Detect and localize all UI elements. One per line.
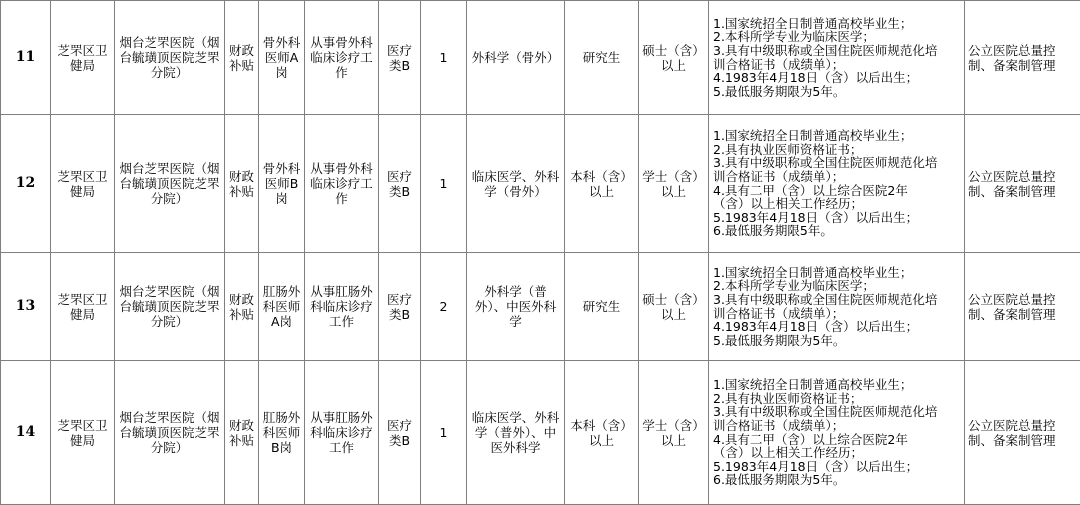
requirement-line: 训合格证书（成绩单）； — [713, 307, 961, 321]
requirement-line: （含）以上相关工作经历； — [713, 446, 961, 460]
hiring-unit-cell: 烟台芝罘医院（烟台毓璜顶医院芝罘分院） — [115, 253, 225, 361]
post-category-cell: 医疗类B — [379, 361, 421, 505]
hiring-count-cell: 1 — [421, 1, 467, 115]
major-cell: 临床医学、外科学（普外）、中医外科学 — [467, 361, 565, 505]
note-cell: 公立医院总量控制、备案制管理 — [965, 115, 1080, 253]
hiring-unit-cell: 烟台芝罘医院（烟台毓璜顶医院芝罘分院） — [115, 361, 225, 505]
row-number: 13 — [1, 253, 51, 361]
requirement-line: 1.国家统招全日制普通高校毕业生； — [713, 266, 961, 280]
hiring-count-cell: 2 — [421, 253, 467, 361]
note-cell: 公立医院总量控制、备案制管理 — [965, 253, 1080, 361]
requirements-cell — [709, 115, 965, 253]
post-name-cell: 肛肠外科医师B岗 — [259, 361, 305, 505]
requirements-cell — [709, 253, 965, 361]
department-cell: 芝罘区卫健局 — [51, 115, 115, 253]
requirement-line: 2.具有执业医师资格证书； — [713, 392, 961, 406]
requirement-line: 4.具有二甲（含）以上综合医院2年 — [713, 433, 961, 447]
duty-description-cell: 从事肛肠外科临床诊疗工作 — [305, 253, 379, 361]
table-row — [1, 361, 1080, 505]
major-cell: 外科学（普外）、中医外科学 — [467, 253, 565, 361]
requirement-line: 1.国家统招全日制普通高校毕业生； — [713, 129, 961, 143]
table-row — [1, 1, 1080, 115]
note-cell: 公立医院总量控制、备案制管理 — [965, 361, 1080, 505]
department-cell: 芝罘区卫健局 — [51, 253, 115, 361]
requirement-line: 5.最低服务期限为5年。 — [713, 334, 961, 348]
department-cell: 芝罘区卫健局 — [51, 1, 115, 115]
requirement-line: 4.1983年4月18日（含）以后出生； — [713, 71, 961, 85]
funding-type-cell: 财政补贴 — [225, 115, 259, 253]
education-cell: 研究生 — [565, 253, 639, 361]
post-name-cell: 骨外科医师B岗 — [259, 115, 305, 253]
degree-cell: 学士（含）以上 — [639, 115, 709, 253]
requirement-line: 2.本科所学专业为临床医学； — [713, 30, 961, 44]
row-number: 14 — [1, 361, 51, 505]
requirement-line: 训合格证书（成绩单）； — [713, 58, 961, 72]
requirement-line: 3.具有中级职称或全国住院医师规范化培 — [713, 293, 961, 307]
requirement-line: 5.最低服务期限为5年。 — [713, 85, 961, 99]
hiring-count-cell: 1 — [421, 115, 467, 253]
education-cell: 研究生 — [565, 1, 639, 115]
requirement-line: 2.本科所学专业为临床医学； — [713, 279, 961, 293]
duty-description-cell: 从事肛肠外科临床诊疗工作 — [305, 361, 379, 505]
funding-type-cell: 财政补贴 — [225, 361, 259, 505]
requirement-line: 5.1983年4月18日（含）以后出生； — [713, 211, 961, 225]
department-cell: 芝罘区卫健局 — [51, 361, 115, 505]
table-row — [1, 115, 1080, 253]
degree-cell: 学士（含）以上 — [639, 361, 709, 505]
requirement-line: 4.具有二甲（含）以上综合医院2年 — [713, 184, 961, 198]
hiring-unit-cell: 烟台芝罘医院（烟台毓璜顶医院芝罘分院） — [115, 115, 225, 253]
major-cell: 临床医学、外科学（骨外） — [467, 115, 565, 253]
note-cell: 公立医院总量控制、备案制管理 — [965, 1, 1080, 115]
duty-description-cell: 从事骨外科临床诊疗工作 — [305, 1, 379, 115]
post-category-cell: 医疗类B — [379, 115, 421, 253]
requirement-line: （含）以上相关工作经历； — [713, 197, 961, 211]
table-row — [1, 253, 1080, 361]
requirement-line: 6.最低服务期限5年。 — [713, 224, 961, 238]
requirement-line: 6.最低服务期限为5年。 — [713, 473, 961, 487]
requirement-line: 2.具有执业医师资格证书； — [713, 143, 961, 157]
hiring-unit-cell: 烟台芝罘医院（烟台毓璜顶医院芝罘分院） — [115, 1, 225, 115]
requirement-line: 4.1983年4月18日（含）以后出生； — [713, 320, 961, 334]
requirement-line: 训合格证书（成绩单）； — [713, 419, 961, 433]
major-cell: 外科学（骨外） — [467, 1, 565, 115]
degree-cell: 硕士（含）以上 — [639, 1, 709, 115]
degree-cell: 硕士（含）以上 — [639, 253, 709, 361]
education-cell: 本科（含）以上 — [565, 115, 639, 253]
post-category-cell: 医疗类B — [379, 1, 421, 115]
row-number: 12 — [1, 115, 51, 253]
requirements-cell — [709, 361, 965, 505]
duty-description-cell: 从事骨外科临床诊疗工作 — [305, 115, 379, 253]
requirement-line: 3.具有中级职称或全国住院医师规范化培 — [713, 44, 961, 58]
funding-type-cell: 财政补贴 — [225, 1, 259, 115]
education-cell: 本科（含）以上 — [565, 361, 639, 505]
requirement-line: 3.具有中级职称或全国住院医师规范化培 — [713, 156, 961, 170]
requirement-line: 1.国家统招全日制普通高校毕业生； — [713, 378, 961, 392]
post-category-cell: 医疗类B — [379, 253, 421, 361]
requirements-cell — [709, 1, 965, 115]
requirement-line: 5.1983年4月18日（含）以后出生； — [713, 460, 961, 474]
requirement-line: 训合格证书（成绩单）； — [713, 170, 961, 184]
row-number: 11 — [1, 1, 51, 115]
requirement-line: 1.国家统招全日制普通高校毕业生； — [713, 17, 961, 31]
funding-type-cell: 财政补贴 — [225, 253, 259, 361]
post-name-cell: 肛肠外科医师A岗 — [259, 253, 305, 361]
hiring-count-cell: 1 — [421, 361, 467, 505]
post-name-cell: 骨外科医师A岗 — [259, 1, 305, 115]
requirement-line: 3.具有中级职称或全国住院医师规范化培 — [713, 405, 961, 419]
